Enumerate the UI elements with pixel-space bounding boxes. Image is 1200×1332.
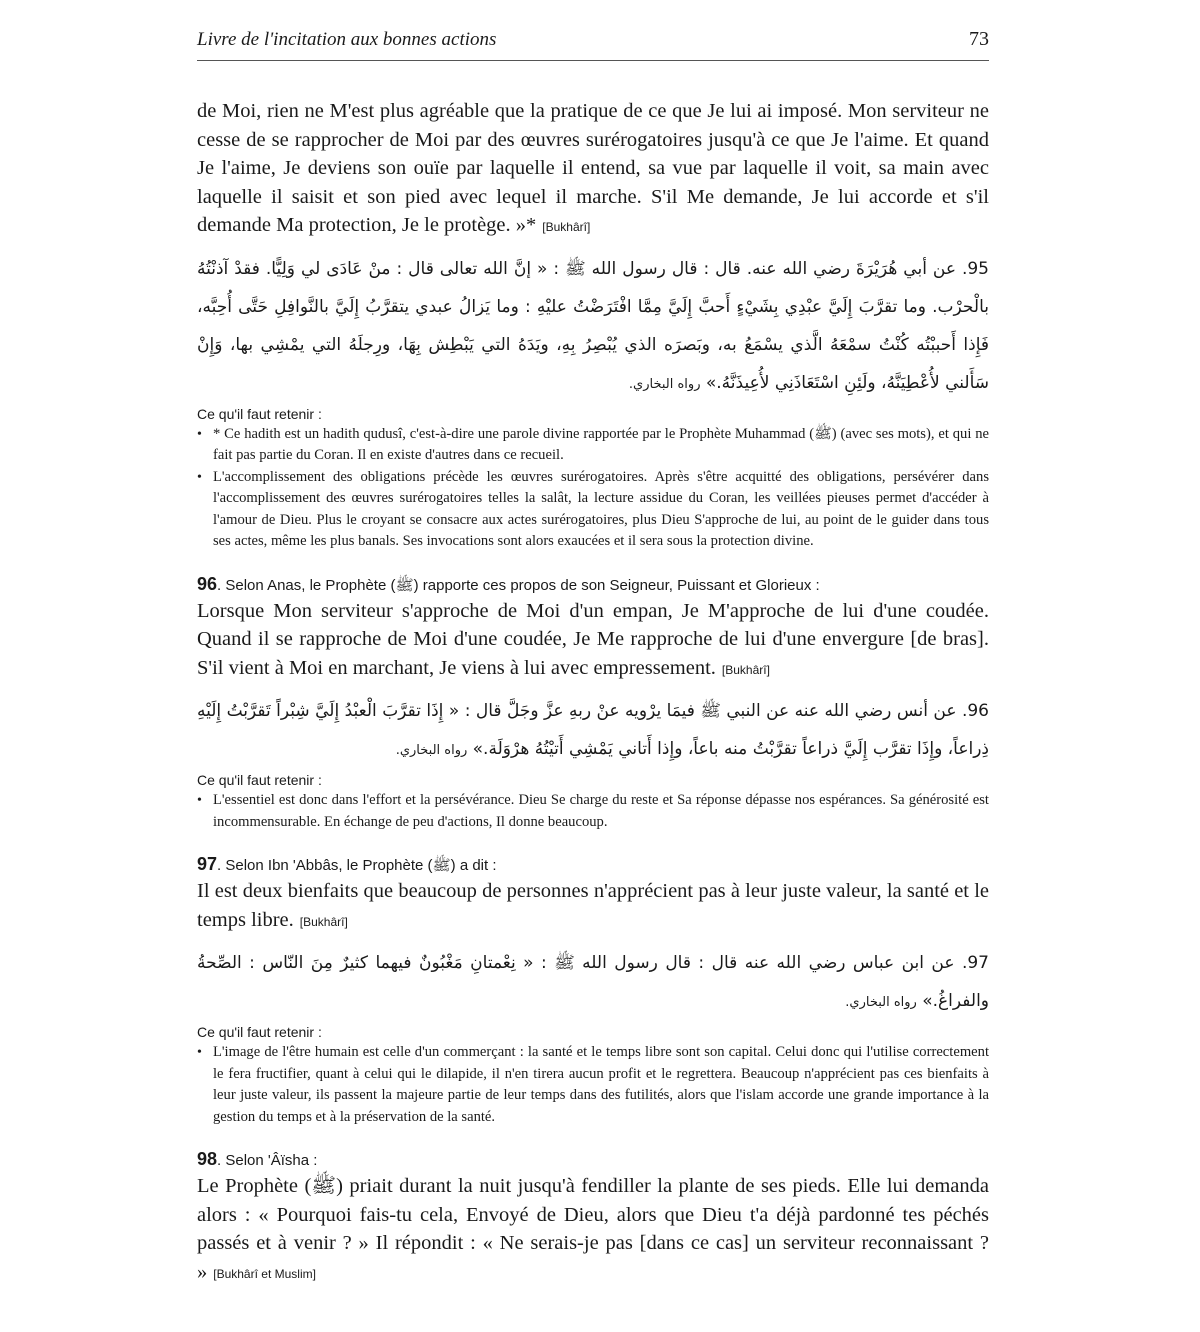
hadith-source-96: [Bukhârî] xyxy=(721,662,770,677)
running-header xyxy=(197,28,989,60)
book-page xyxy=(197,28,989,1288)
retain-item: • L'accomplissement des obligations précède les œuvres surérogatoires. Après s'être acquitté des obligations, persévérer dans l'accomplissement des œuvres surérogatoires telles la salât, la lecture assidue du Coran, les veillées pieuses permet d'accéder à l'amour de Dieu. Plus le croyant se consacre aux actes surérogatoires, plus Dieu S'approche de lui, au point de le guider dans tous ses actes, même les plus banals. Ses invocations sont alors exaucées et il sera sous la protection divine. xyxy=(197,467,989,553)
arabic-text-96 xyxy=(197,692,989,770)
hadith-text-98 xyxy=(197,1172,989,1288)
arabic-body-95: 95. عن أبي هُرَيْرَةَ رضي الله عنه. قال : قال رسول الله ﷺ : « إنَّ الله تعالى قال : منْ عَادَى لي وَلِيًّا. فقدْ آذنْتُهُ بالْحرْب. وما تقرَّبَ إِلَيَّ عبْدِي بِشَيْءٍ أَحبَّ إِلَيَّ مِمَّا افْتَرَضْتُ عليْهِ : وما يَزالُ عبدي يتقرَّبُ إِلَيَّ بالنَّوافِلِ حَتَّى أُحِبَّه، فَإِذا أَحببْتُه كُنْتُ سمْعَهُ الَّذي يسْمَعُ به، وبَصرَه الذي يُبْصِرُ بِهِ، ويَدَهُ التي يَبْطِش بِهَا، ورِجلَهُ التي يمْشِي بها، وَإِنْ سَأَلني لأُعْطِيَنَّهُ، ولَئِنِ اسْتَعَاذَنِي لأُعِيذَنَّهُ.» xyxy=(197,258,989,393)
hadith-body-98: Le Prophète (ﷺ) priait durant la nuit jusqu'à fendiller la plante de ses pieds. Elle lui demanda alors : « Pourquoi fais-tu cela, Envoyé de Dieu, alors que Dieu t'a déjà pardonné tes péchés passés et à venir ? » Il répondit : « Ne serais-je pas [dans ce cas] un serviteur reconnaissant ? » xyxy=(197,1175,989,1283)
retain-heading-97: Ce qu'il faut retenir : xyxy=(197,1024,322,1040)
page-number: 73 xyxy=(969,28,989,50)
hadith-95 xyxy=(197,250,989,553)
arabic-text-97 xyxy=(197,944,989,1022)
chapter-title: Livre de l'incitation aux bonnes actions xyxy=(197,29,497,50)
arabic-source-95: رواه البخاري. xyxy=(628,376,701,392)
hadith-number-97: 97 xyxy=(197,854,218,874)
intro-source: [Bukhârî] xyxy=(542,220,591,234)
hadith-intro-97: . Selon Ibn 'Abbâs, le Prophète (ﷺ) a dit : xyxy=(217,857,497,874)
hadith-98 xyxy=(197,1148,989,1288)
arabic-body-97: 97. عن ابن عباس رضي الله عنه قال : قال رسول الله ﷺ : « نِعْمتانِ مَغْبُونٌ فيهما كثيرٌ مِنَ النّاس : الصِّحةُ والفراغُ.» xyxy=(197,953,989,1011)
hadith-text-97 xyxy=(197,877,989,936)
hadith-body-96: Lorsque Mon serviteur s'approche de Moi d'un empan, Je M'approche de lui d'une coudée. Quand il se rapproche de Moi d'une coudée, Je Me rapproche de lui d'une envergure [de bras]. S'il vient à Moi en marchant, Je viens à lui avec empressement. xyxy=(197,599,989,679)
retain-item: • L'image de l'être humain est celle d'un commerçant : la santé et le temps libre sont son capital. Celui donc qui l'utilise correctement le fera fructifier, quant à celui qui le dilapide, il n'en tirera aucun profit et le regrettera. Beaucoup n'apprécient pas ces bienfaits à leur juste valeur, ils passent la majeure partie de leur temps dans des futilités, alors que l'islam accorde une grande importance à la gestion du temps et à la préservation de la santé. xyxy=(197,1042,989,1128)
retain-list-97 xyxy=(197,1042,989,1128)
hadith-heading-98 xyxy=(197,1148,989,1172)
intro-text: de Moi, rien ne M'est plus agréable que la pratique de ce que Je lui ai imposé. Mon serviteur ne cesse de se rapprocher de Moi par des œuvres surérogatoires jusqu'à ce que Je l'aime. Et quand Je l'aime, Je deviens son ouïe par laquelle il entend, sa vue par laquelle il voit, sa main avec laquelle il saisit et son pied avec lequel il marche. S'il Me demande, Je lui accorde et s'il demande Ma protection, Je le protège. »* xyxy=(197,100,989,236)
hadith-number-96: 96 xyxy=(197,573,218,594)
hadith-heading-96 xyxy=(197,573,989,597)
retain-item: • * Ce hadith est un hadith qudusî, c'est-à-dire une parole divine rapportée par le Prophète Muhammad (ﷺ) (avec ses mots), et qui ne fait pas partie du Coran. Il en existe d'autres dans ce recueil. xyxy=(197,424,989,467)
hadith-source-97: [Bukhârî] xyxy=(299,914,348,929)
arabic-text-95 xyxy=(197,250,989,404)
retain-list-96 xyxy=(197,790,989,833)
hadith-source-98: [Bukhârî et Muslim] xyxy=(213,1266,316,1281)
hadith-text-96 xyxy=(197,597,989,685)
intro-paragraph xyxy=(197,97,989,242)
retain-list-95 xyxy=(197,424,989,553)
hadith-97 xyxy=(197,853,989,1128)
arabic-source-96: رواه البخاري. xyxy=(395,743,468,758)
arabic-body-96: 96. عن أنس رضي الله عنه عن النبي ﷺ فيمَا يرْويه عنْ ربهِ عزَّ وجَلَّ قال : « إِذَا تقرَّبَ الْعبْدُ إِلَيَّ شِبْراً تَقرَّبْتُ إِلَيْهِ ذِراعاً، وإِذَا تقرَّب إِلَيَّ ذراعاً تقرَّبْتُ منه باعاً، وإِذا أَتاني يَمْشِي أَتيْتُهُ هرْوَلَة.» xyxy=(197,701,989,759)
hadith-96 xyxy=(197,573,989,834)
hadith-intro-98: . Selon 'Âïsha : xyxy=(217,1152,318,1169)
hadith-body-97: Il est deux bienfaits que beaucoup de personnes n'apprécient pas à leur juste valeur, la santé et le temps libre. xyxy=(197,880,989,931)
arabic-source-97: رواه البخاري. xyxy=(845,995,917,1010)
hadith-intro-96: . Selon Anas, le Prophète (ﷺ) rapporte ces propos de son Seigneur, Puissant et Glorieux : xyxy=(217,576,820,594)
retain-heading-96: Ce qu'il faut retenir : xyxy=(197,772,322,788)
hadith-heading-97 xyxy=(197,853,989,877)
retain-heading-95: Ce qu'il faut retenir : xyxy=(197,405,322,422)
retain-item: • L'essentiel est donc dans l'effort et la persévérance. Dieu Se charge du reste et Sa réponse dépasse nos espérances. Sa générosité est incommensurable. En échange de peu d'actions, Il donne beaucoup. xyxy=(197,790,989,833)
hadith-number-98: 98 xyxy=(197,1149,218,1169)
